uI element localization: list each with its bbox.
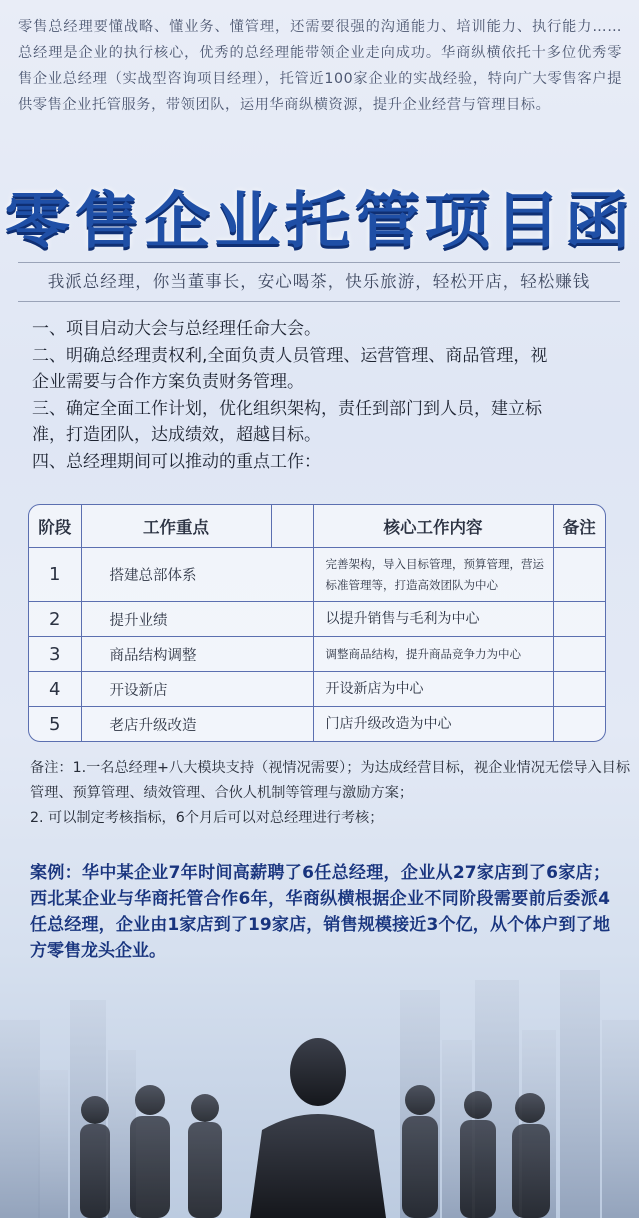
table-row — [29, 637, 605, 672]
row-note — [553, 707, 605, 741]
table-row — [29, 602, 605, 637]
row-stage: 5 — [29, 707, 81, 741]
row-stage: 4 — [29, 672, 81, 707]
row-note — [553, 672, 605, 707]
row-note — [553, 548, 605, 602]
work-stage-table — [28, 504, 606, 742]
header-stage: 阶段 — [29, 505, 81, 548]
row-stage: 1 — [29, 548, 81, 602]
row-note — [553, 637, 605, 672]
point-2: 二、明确总经理责权利,全面负责人员管理、运营管理、商品管理，视企业需要与合作方案负责财务管理。 — [32, 345, 548, 392]
row-stage: 2 — [29, 602, 81, 637]
row-content: 调整商品结构，提升商品竞争力为中心 — [313, 637, 553, 672]
row-focus: 商品结构调整 — [81, 637, 313, 672]
point-3: 三、确定全面工作计划，优化组织架构，责任到部门到人员，建立标准，打造团队，达成绩效，超越目标。 — [32, 398, 542, 445]
page-title: 零售企业托管项目函 — [4, 185, 635, 257]
header-focus: 工作重点 — [81, 505, 271, 548]
row-content: 门店升级改造为中心 — [313, 707, 553, 741]
row-focus: 开设新店 — [81, 672, 313, 707]
slogan-banner: 我派总经理，你当董事长，安心喝茶，快乐旅游，轻松开店，轻松赚钱 — [18, 262, 620, 302]
row-focus: 老店升级改造 — [81, 707, 313, 741]
header-note: 备注 — [553, 505, 605, 548]
header-blank — [271, 505, 313, 548]
row-content: 完善架构，导入目标管理，预算管理，营运标准管理等，打造高效团队为中心 — [313, 548, 553, 602]
row-content: 以提升销售与毛利为中心 — [313, 602, 553, 637]
row-content: 开设新店为中心 — [313, 672, 553, 707]
table-row — [29, 707, 605, 741]
table-row — [29, 548, 605, 602]
case-study: 案例：华中某企业7年时间高薪聘了6任总经理，企业从27家店到了6家店；西北某企业与华商托管合作6年，华商纵横根据企业不同阶段需要前后委派4任总经理，企业由1家店到了19家店，销售规模接近3个亿，从个体户到了地方零售龙头企业。 — [30, 863, 610, 961]
row-stage: 3 — [29, 637, 81, 672]
table-row — [29, 672, 605, 707]
table-header-row — [29, 505, 605, 548]
remark-2: 2. 可以制定考核指标，6个月后可以对总经理进行考核； — [30, 810, 384, 826]
point-4: 四、总经理期间可以推动的重点工作： — [32, 451, 321, 472]
point-1: 一、项目启动大会与总经理任命大会。 — [32, 319, 321, 339]
business-team-skyline-image — [0, 960, 639, 1218]
remark-1: 备注：1.一名总经理+八大模块支持（视情况需要）；为达成经营目标，视企业情况无偿导入目标管理、预算管理、绩效管理、合伙人机制等管理与激励方案； — [30, 760, 631, 801]
remarks — [30, 756, 630, 831]
row-note — [553, 602, 605, 637]
key-points — [32, 316, 552, 475]
header-content: 核心工作内容 — [313, 505, 553, 548]
intro-paragraph: 零售总经理要懂战略、懂业务、懂管理，还需要很强的沟通能力、培训能力、执行能力……总经理是企业的执行核心，优秀的总经理能带领企业走向成功。华商纵横依托十多位优秀零售企业总经理（实战型咨询项目经理），托管近100家企业的实战经验，特向广大零售客户提供零售企业托管服务，带领团队，运用华商纵横资源，提升企业经营与管理目标。 — [18, 19, 622, 113]
row-focus: 提升业绩 — [81, 602, 313, 637]
row-focus: 搭建总部体系 — [81, 548, 313, 602]
